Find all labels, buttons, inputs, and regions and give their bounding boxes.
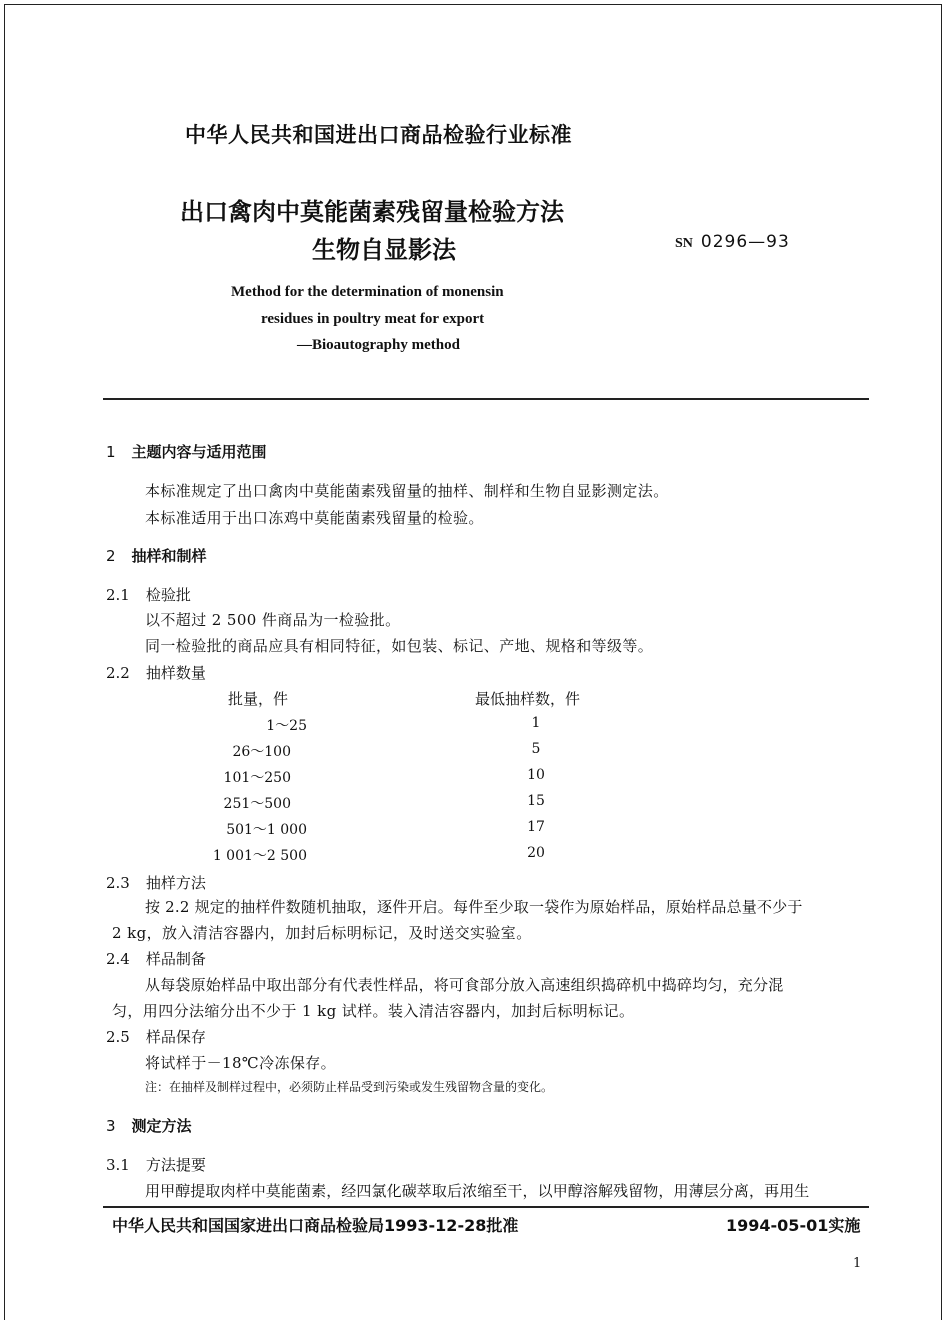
effective-date: 1994-05-01实施 xyxy=(726,1216,861,1235)
section-2-4-heading: 2.4 样品制备 xyxy=(106,950,206,968)
section-2-4-line-1: 从每袋原始样品中取出部分有代表性样品，将可食部分放入高速组织捣碎机中捣碎均匀，充分混 xyxy=(145,976,784,994)
english-title-line-1: Method for the determination of monensin xyxy=(231,284,504,300)
industry-standard-title: 中华人民共和国进出口商品检验行业标准 xyxy=(185,123,572,147)
section-2-5-heading: 2.5 样品保存 xyxy=(106,1028,206,1046)
table-row-min: 20 xyxy=(527,845,545,861)
table-row-min: 10 xyxy=(527,767,545,783)
section-2-3-line-2: 2 kg，放入清洁容器内，加封后标明标记，及时送交实验室。 xyxy=(112,924,532,942)
table-row-batch: 101～250 xyxy=(223,770,291,786)
section-2-3-line-1: 按 2.2 规定的抽样件数随机抽取，逐件开启。每件至少取一袋作为原始样品，原始样品总量不少于 xyxy=(145,898,803,916)
section-2-1-heading: 2.1 检验批 xyxy=(106,586,191,604)
table-row-batch: 1～25 xyxy=(266,718,307,734)
table-header-batch: 批量，件 xyxy=(228,690,289,708)
section-2-5-para-1: 将试样于－18℃冷冻保存。 xyxy=(145,1054,337,1072)
section-3-1-heading: 3.1 方法提要 xyxy=(106,1156,206,1174)
section-2-5-note: 注：在抽样及制样过程中，必须防止样品受到污染或发生残留物含量的变化。 xyxy=(145,1080,554,1094)
section-1-para-2: 本标准适用于出口冻鸡中莫能菌素残留量的检验。 xyxy=(145,509,484,527)
table-row-min: 5 xyxy=(531,741,541,757)
table-row-min: 1 xyxy=(531,715,541,731)
section-2-1-para-2: 同一检验批的商品应具有相同特征，如包装、标记、产地、规格和等级等。 xyxy=(145,637,654,655)
footer-divider xyxy=(103,1206,869,1208)
chinese-title-line-1: 出口禽肉中莫能菌素残留量检验方法 xyxy=(180,198,564,226)
table-row-batch: 251～500 xyxy=(223,796,291,812)
table-row-min: 17 xyxy=(527,819,545,835)
section-3-1-line-1: 用甲醇提取肉样中莫能菌素，经四氯化碳萃取后浓缩至干，以甲醇溶解残留物，用薄层分离，再用生 xyxy=(145,1182,810,1200)
section-2-4-line-2: 匀，用四分法缩分出不少于 1 kg 试样。装入清洁容器内，加封后标明标记。 xyxy=(112,1002,635,1020)
table-row-batch: 501～1 000 xyxy=(226,822,307,838)
approval-statement: 中华人民共和国国家进出口商品检验局1993-12-28批准 xyxy=(112,1216,519,1235)
table-row-min: 15 xyxy=(527,793,545,809)
page-number: 1 xyxy=(853,1256,862,1271)
standard-code: 0296—93 xyxy=(700,232,790,252)
section-1-heading: 1 主题内容与适用范围 xyxy=(106,443,267,461)
table-header-min-sample: 最低抽样数，件 xyxy=(475,690,581,708)
standard-prefix: SN xyxy=(675,236,693,251)
table-row-batch: 1 001～2 500 xyxy=(212,848,307,864)
section-2-heading: 2 抽样和制样 xyxy=(106,547,207,565)
standard-number xyxy=(675,232,790,252)
header-divider xyxy=(103,398,869,400)
section-2-2-heading: 2.2 抽样数量 xyxy=(106,664,206,682)
section-1-para-1: 本标准规定了出口禽肉中莫能菌素残留量的抽样、制样和生物自显影测定法。 xyxy=(145,482,669,500)
english-title-line-3: —Bioautography method xyxy=(297,337,460,353)
section-3-heading: 3 测定方法 xyxy=(106,1117,192,1135)
section-2-1-para-1: 以不超过 2 500 件商品为一检验批。 xyxy=(145,611,401,629)
chinese-title-line-2: 生物自显影法 xyxy=(312,236,456,264)
table-row-batch: 26～100 xyxy=(232,744,291,760)
english-title-line-2: residues in poultry meat for export xyxy=(261,311,485,327)
section-2-3-heading: 2.3 抽样方法 xyxy=(106,874,206,892)
